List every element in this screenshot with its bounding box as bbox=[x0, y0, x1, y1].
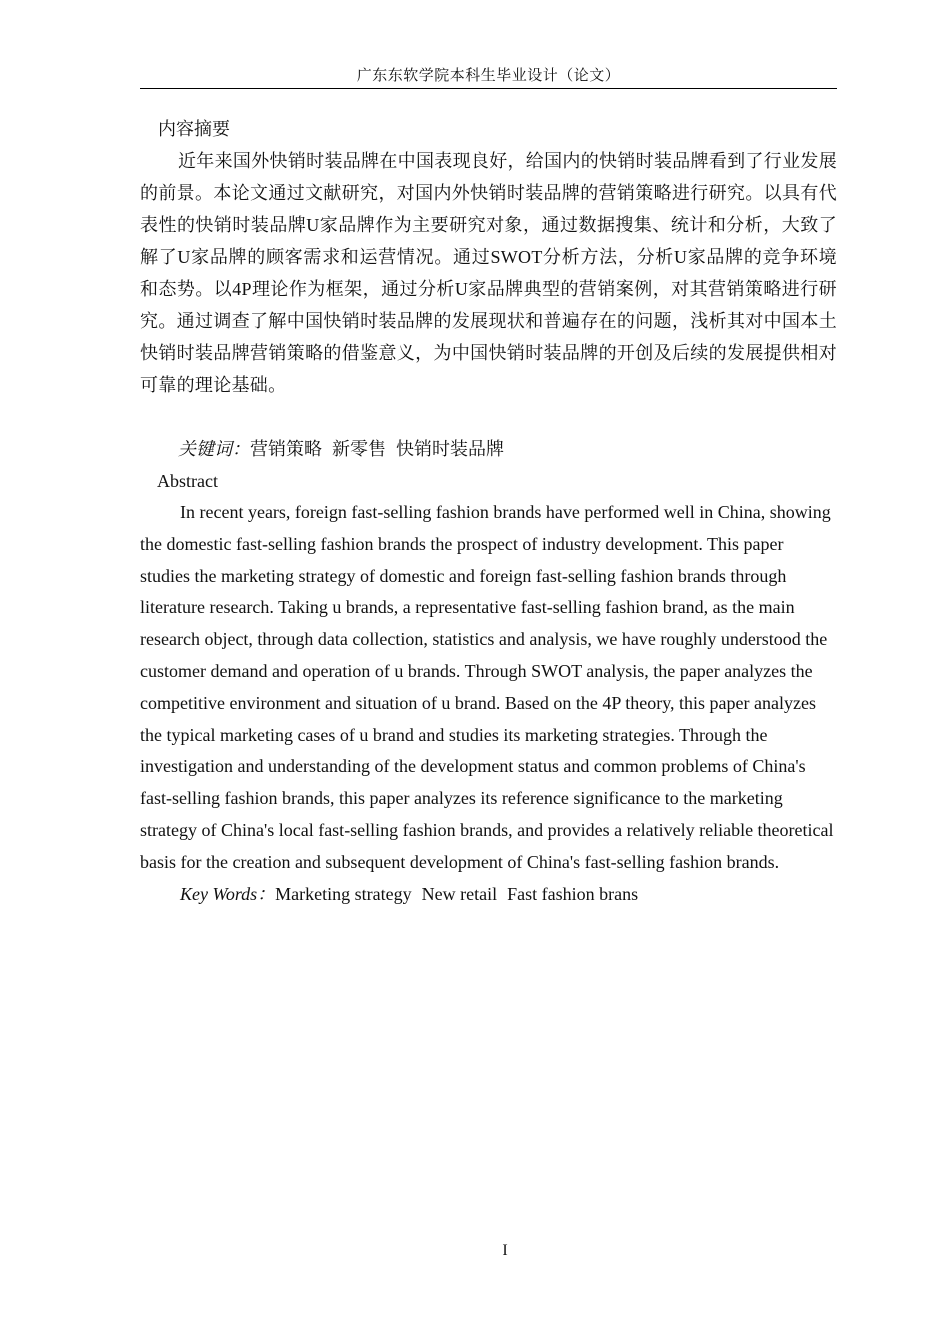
keyword-zh: 快销时装品牌 bbox=[396, 439, 504, 459]
document-body bbox=[140, 113, 837, 910]
page-header bbox=[140, 66, 837, 89]
blank-line bbox=[140, 401, 837, 433]
keyword-zh: 新零售 bbox=[332, 439, 386, 459]
abstract-zh-paragraph: 近年来国外快销时装品牌在中国表现良好，给国内的快销时装品牌看到了行业发展的前景。本论文通过文献研究，对国内外快销时装品牌的营销策略进行研究。以具有代表性的快销时装品牌U家品牌作为主要研究对象，通过数据搜集、统计和分析，大致了解了U家品牌的顾客需求和运营情况。通过SWOT分析方法，分析U家品牌的竞争环境和态势。以4P理论作为框架，通过分析U家品牌典型的营销案例，对其营销策略进行研究。通过调查了解中国快销时装品牌的发展现状和普遍存在的问题，浅析其对中国本土快销时装品牌营销策略的借鉴意义，为中国快销时装品牌的开创及后续的发展提供相对可靠的理论基础。 bbox=[140, 151, 837, 395]
keywords-zh bbox=[140, 433, 837, 465]
keywords-en-label: Key Words： bbox=[180, 883, 276, 904]
page-number: I bbox=[502, 1242, 508, 1259]
abstract-zh-heading: 内容摘要 bbox=[158, 119, 230, 139]
keywords-en bbox=[140, 879, 837, 911]
keyword-zh: 营销策略 bbox=[250, 439, 322, 459]
keyword-en: Fast fashion brans bbox=[507, 883, 639, 904]
keyword-en: Marketing strategy bbox=[275, 883, 412, 904]
abstract-en-heading: Abstract bbox=[157, 471, 218, 491]
keyword-en: New retail bbox=[421, 883, 498, 904]
header-title: 广东东软学院本科生毕业设计（论文） bbox=[356, 68, 621, 84]
keywords-zh-label: 关键词： bbox=[178, 439, 250, 459]
abstract-en-paragraph: In recent years, foreign fast-selling fashion brands have performed well in China, showing the domestic fast-selling fashion brands the prospect of industry development. This paper studies the marketing strategy of domestic and foreign fast-selling fashion brands through literature research. Taking u brands, a representative fast-selling fashion brand, as the main research object, through data collection, statistics and analysis, we have roughly understood the customer demand and operation of u brands. Through SWOT analysis, the paper analyzes the competitive environment and situation of u brand. Based on the 4P theory, this paper analyzes the typical marketing cases of u brand and studies its marketing strategies. Through the investigation and understanding of the development status and common problems of China's fast-selling fashion brands, this paper analyzes its reference significance to the marketing strategy of China's local fast-selling fashion brands, and provides a relatively reliable theoretical basis for the creation and subsequent development of China's fast-selling fashion brands. bbox=[140, 502, 834, 872]
